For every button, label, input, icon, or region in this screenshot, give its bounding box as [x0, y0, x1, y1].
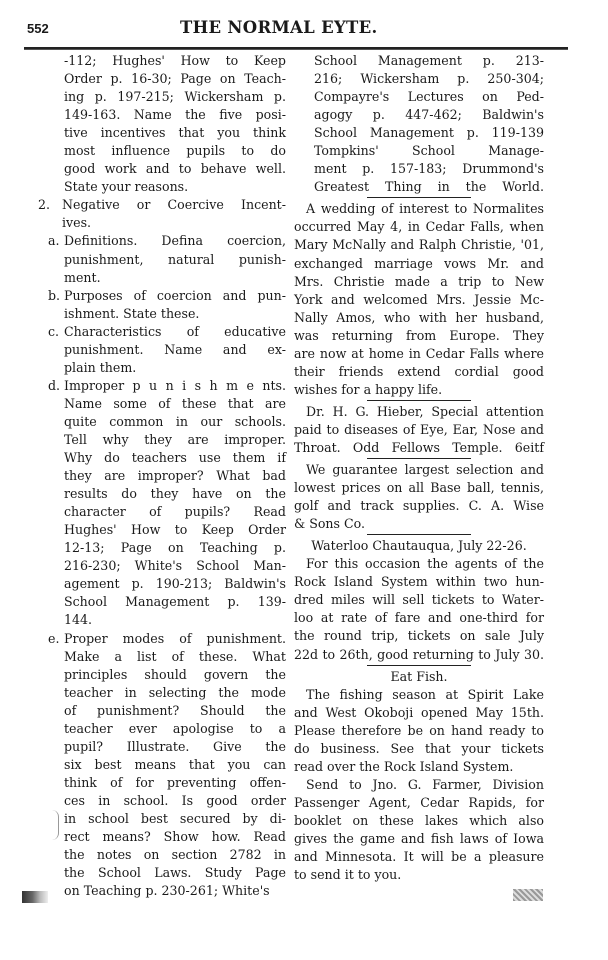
text-line: quite common in our schools. — [64, 413, 286, 429]
text-line: in school best secured by di- — [64, 810, 286, 826]
text-line: Please therefore be on hand ready to — [294, 722, 544, 738]
text-line: pupil? Illustrate. Give the — [64, 738, 286, 754]
continuation-paragraph — [294, 52, 544, 196]
text-line: booklet on these lakes which also — [294, 812, 544, 828]
text-line: teacher in selecting the mode — [64, 684, 286, 700]
text-line: the notes on section 2782 in — [64, 847, 286, 863]
text-line: character of pupils? Read — [64, 504, 286, 520]
text-line: ment. — [64, 269, 101, 285]
text-line: Mrs. Christie made a trip to New — [294, 273, 544, 289]
section-divider — [367, 197, 471, 198]
text-line: -112; Hughes' How to Keep — [64, 53, 286, 68]
section-heading: Eat Fish. — [390, 668, 448, 684]
doctor-advertisement — [294, 403, 544, 457]
sub-item-b — [38, 287, 286, 323]
list-marker: e. — [48, 630, 60, 646]
sub-item-a — [38, 232, 286, 286]
text-line: results do they have on the — [64, 486, 286, 502]
sporting-goods-advertisement — [294, 461, 544, 533]
text-line: The fishing season at Spirit Lake — [306, 686, 544, 702]
text-line: plain them. — [64, 359, 137, 375]
text-line: punishment. Name and ex- — [64, 341, 286, 357]
list-marker: c. — [48, 323, 60, 339]
text-line: Dr. H. G. Hieber, Special attention — [306, 403, 544, 419]
text-line: 12-13; Page on Teaching p. — [64, 540, 286, 556]
text-line: Negative or Coercive Incent- — [62, 197, 286, 213]
text-line: We guarantee largest selection and — [306, 462, 544, 478]
text-line: Hughes' How to Keep Order — [64, 522, 286, 538]
list-marker: a. — [48, 233, 60, 249]
text-line: their friends extend cordial good — [294, 363, 544, 379]
text-line: wishes for a happy life. — [294, 381, 443, 397]
text-line: 144. — [64, 612, 93, 628]
sub-item-d — [38, 377, 286, 630]
sub-item-e — [38, 630, 286, 901]
right-column — [294, 52, 544, 884]
text-line: and West Okoboji opened May 15th. — [294, 704, 544, 720]
text-line: good work and to behave well. — [64, 161, 286, 177]
section-divider — [367, 458, 471, 459]
text-line: ishment. State these. — [64, 305, 200, 321]
text-line: they are improper? What bad — [64, 468, 286, 484]
text-line: & Sons Co. — [294, 516, 365, 532]
text-line: agement p. 190-213; Baldwin's — [64, 576, 286, 592]
text-line: principles should govern the — [64, 666, 286, 682]
header-rule — [24, 47, 568, 50]
text-line: read over the Rock Island System. — [294, 758, 514, 774]
text-line: Compayre's Lectures on Ped- — [314, 89, 544, 105]
text-line: ives. — [62, 215, 92, 231]
scan-smudge-ornament — [22, 891, 48, 903]
section-heading: Waterloo Chautauqua, July 22-26. — [311, 538, 527, 554]
text-line: York and welcomed Mrs. Jessie Mc- — [294, 291, 544, 307]
text-line: to send it to you. — [294, 867, 402, 883]
text-line: lowest prices on all Base ball, tennis, — [294, 480, 544, 496]
list-marker: d. — [48, 377, 61, 393]
text-line: 216-230; White's School Man- — [64, 558, 286, 574]
list-marker: 2. — [38, 197, 51, 213]
text-line: on Teaching p. 230-261; White's — [64, 883, 270, 899]
text-line: loo at rate of fare and one-third for — [294, 610, 544, 626]
text-line: paid to diseases of Eye, Ear, Nose and — [294, 421, 544, 437]
text-line: six best means that you can — [64, 756, 286, 772]
text-line: Name some of these that are — [64, 395, 286, 411]
text-line: Proper modes of punishment. — [64, 630, 286, 646]
text-line: and Minnesota. It will be a pleasure — [294, 849, 544, 865]
text-line: was returning from Europe. They — [294, 327, 544, 343]
text-line: 22d to 26th, good returning to July 30. — [294, 646, 544, 662]
text-line: Nally Amos, who with her husband, — [294, 309, 544, 325]
text-line: Order p. 16-30; Page on Teach- — [64, 71, 286, 87]
text-line: State your reasons. — [64, 179, 189, 195]
text-line: Send to Jno. G. Farmer, Division — [306, 776, 544, 792]
sub-item-c — [38, 323, 286, 377]
page-number: 552 — [27, 21, 49, 36]
text-line: of punishment? Should the — [64, 702, 286, 718]
text-line: School Management p. 213- — [314, 53, 544, 68]
text-line: School Management p. 119-139 — [314, 125, 544, 141]
text-line: golf and track supplies. C. A. Wise — [294, 498, 544, 514]
continuation-paragraph — [38, 52, 286, 196]
text-line: Definitions. Defina coercion, — [64, 233, 286, 249]
chautauqua-notice — [294, 537, 544, 663]
text-line: Make a list of these. What — [64, 648, 286, 664]
text-line: For this occasion the agents of the — [306, 556, 544, 572]
eat-fish-notice — [294, 668, 544, 885]
left-column — [38, 52, 286, 900]
text-line: ces in school. Is good order — [64, 792, 286, 808]
text-line: the round trip, tickets on sale July — [294, 628, 544, 644]
section-divider — [367, 665, 471, 666]
section-divider — [367, 534, 471, 535]
text-line: 149-163. Name the five posi- — [64, 107, 286, 123]
text-line: A wedding of interest to Normalites — [306, 201, 544, 217]
text-line: ing p. 197-215; Wickersham p. — [64, 89, 286, 105]
text-line: Tompkins' School Manage- — [314, 143, 544, 159]
scan-artifact — [52, 810, 59, 840]
text-line: agogy p. 447-462; Baldwin's — [314, 107, 544, 123]
text-line: Improper p u n i s h m e nts. — [64, 377, 286, 393]
running-title: THE NORMAL EYTE. — [180, 18, 378, 37]
text-line: most influence pupils to do — [64, 143, 286, 159]
text-line: rect means? Show how. Read — [64, 829, 286, 845]
text-line: think of for preventing offen- — [64, 774, 286, 790]
wedding-notice — [294, 200, 544, 399]
list-item-2 — [38, 196, 286, 232]
text-line: 216; Wickersham p. 250-304; — [314, 71, 544, 87]
text-line: Tell why they are improper. — [64, 431, 286, 447]
text-line: Throat. Odd Fellows Temple. 6eitf — [294, 439, 544, 455]
text-line: are now at home in Cedar Falls where — [294, 345, 544, 361]
text-line: gives the game and fish laws of Iowa — [294, 830, 544, 846]
text-line: dred miles will sell tickets to Water- — [294, 592, 544, 608]
text-line: ment p. 157-183; Drummond's — [314, 161, 544, 177]
section-divider — [367, 400, 471, 401]
text-line: Passenger Agent, Cedar Rapids, for — [294, 794, 544, 810]
text-line: exchanged marriage vows Mr. and — [294, 255, 544, 271]
text-line: Rock Island System within two hun- — [294, 574, 544, 590]
list-marker: b. — [48, 287, 61, 303]
text-line: Characteristics of educative — [64, 323, 286, 339]
text-line: Why do teachers use them if — [64, 450, 286, 466]
text-line: School Management p. 139- — [64, 594, 286, 610]
text-line: Greatest Thing in the World. — [314, 179, 544, 195]
text-line: occurred May 4, in Cedar Falls, when — [294, 219, 544, 235]
text-line: punishment, natural punish- — [64, 251, 286, 267]
text-line: Mary McNally and Ralph Christie, '01, — [294, 237, 544, 253]
end-ornament — [513, 889, 543, 901]
text-line: do business. See that your tickets — [294, 740, 544, 756]
text-line: teacher ever apologise to a — [64, 720, 286, 736]
text-line: tive incentives that you think — [64, 125, 286, 141]
text-line: Purposes of coercion and pun- — [64, 287, 286, 303]
text-line: the School Laws. Study Page — [64, 865, 286, 881]
